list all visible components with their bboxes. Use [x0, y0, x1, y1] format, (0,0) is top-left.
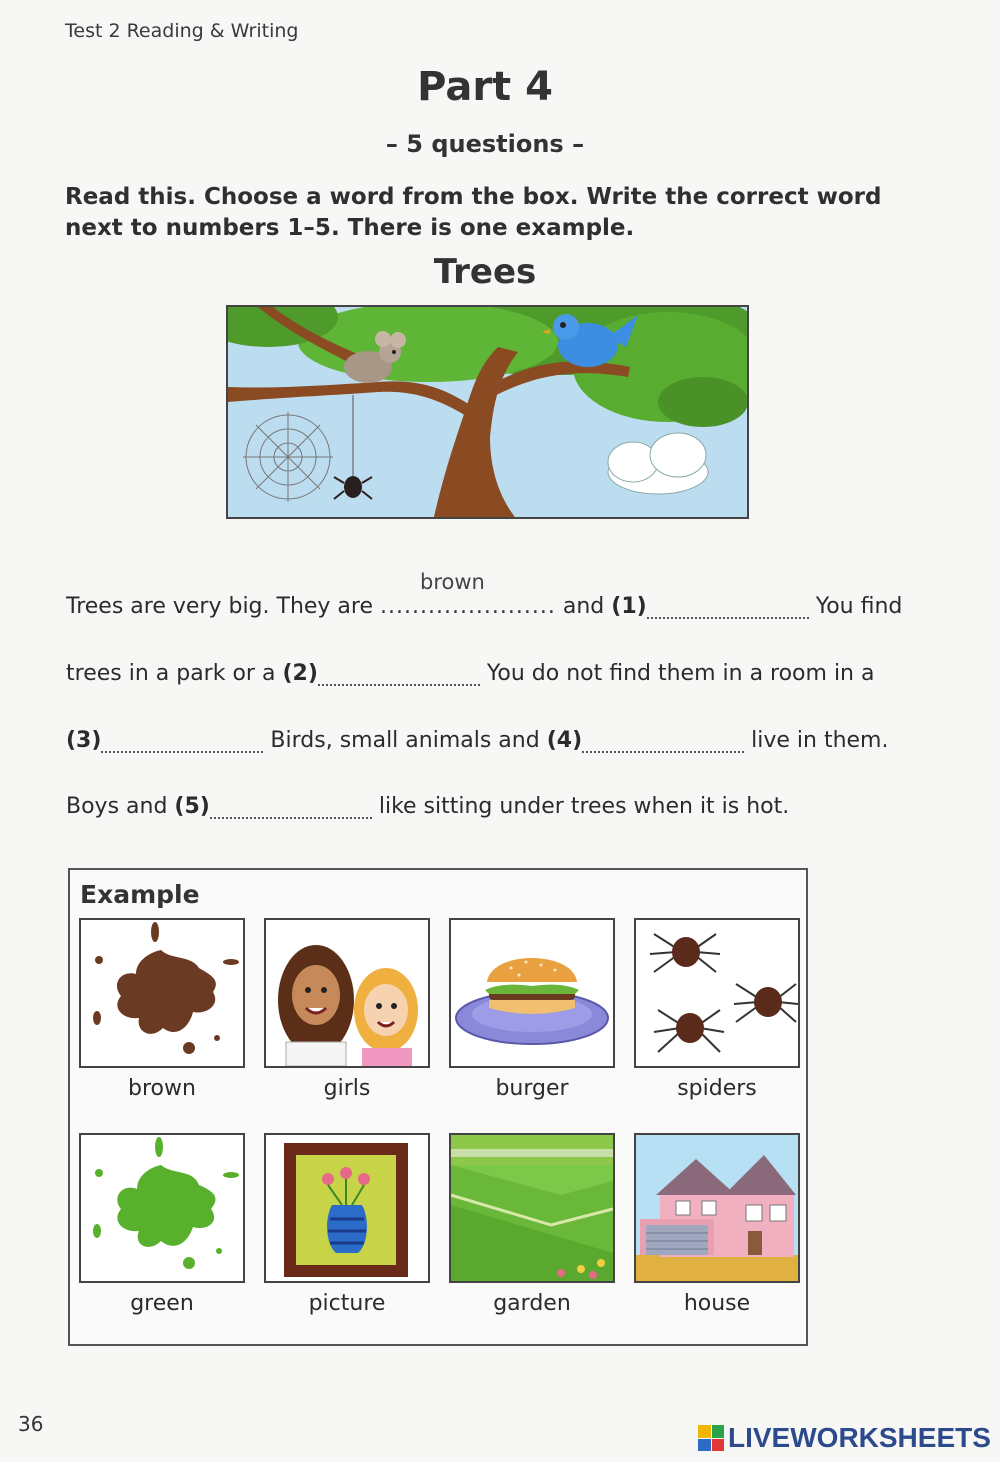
answer-input-3[interactable]	[101, 727, 263, 753]
question-number-4: (4)	[546, 728, 583, 753]
story-line-2	[66, 660, 874, 686]
question-number-1: (1)	[611, 594, 647, 619]
word-label: spiders	[677, 1076, 757, 1101]
word-label: girls	[323, 1076, 371, 1101]
word-card-girls	[264, 918, 430, 1101]
story-line-3	[66, 727, 888, 753]
word-card-house	[634, 1133, 800, 1316]
story-text: like sitting under trees when it is hot.	[378, 794, 790, 819]
word-label: garden	[493, 1291, 571, 1316]
story-line-1	[66, 570, 903, 619]
page-number: 36	[18, 1412, 44, 1436]
word-card-picture	[264, 1133, 430, 1316]
example-label: Example	[80, 880, 200, 909]
picture-image	[264, 1133, 430, 1283]
story-text: trees in a park or a	[66, 661, 276, 686]
word-card-green	[79, 1133, 245, 1316]
spiders-image	[634, 918, 800, 1068]
green-splat-image	[79, 1133, 245, 1283]
word-label: green	[130, 1291, 194, 1316]
part-subtitle: – 5 questions –	[385, 130, 585, 158]
question-number-5: (5)	[174, 794, 210, 819]
answer-input-4[interactable]	[582, 727, 744, 753]
word-card-brown	[79, 918, 245, 1101]
brand-name: LIVEWORKSHEETS	[728, 1422, 991, 1453]
story-line-4	[66, 793, 789, 819]
header-label: Test 2 Reading & Writing	[65, 20, 299, 42]
example-blank	[380, 570, 556, 619]
girls-image	[264, 918, 430, 1068]
part-title: Part 4	[417, 64, 553, 110]
story-text: Boys and	[66, 794, 168, 819]
word-label: burger	[495, 1076, 569, 1101]
word-box	[68, 868, 808, 1346]
question-number-2: (2)	[282, 661, 318, 686]
story-text: and	[562, 594, 605, 619]
answer-input-2[interactable]	[318, 660, 480, 686]
liveworksheets-icon	[698, 1425, 724, 1451]
story-text: live in them.	[751, 728, 889, 753]
example-answer: brown	[420, 570, 485, 594]
story-text: Trees are very big. They are	[66, 594, 374, 619]
burger-image	[449, 918, 615, 1068]
story-text: Birds, small animals and	[270, 728, 540, 753]
brown-splat-image	[79, 918, 245, 1068]
word-label: picture	[308, 1291, 386, 1316]
word-card-garden	[449, 1133, 615, 1316]
tree-illustration	[226, 305, 749, 519]
word-label: brown	[128, 1076, 196, 1101]
story-text: You find	[815, 594, 903, 619]
word-card-burger	[449, 918, 615, 1101]
story-title: Trees	[433, 252, 537, 292]
dotted-line: ......................	[380, 594, 556, 619]
answer-input-5[interactable]	[210, 793, 372, 819]
house-image	[634, 1133, 800, 1283]
brand-logo[interactable]	[698, 1422, 991, 1454]
question-number-3: (3)	[66, 728, 102, 753]
word-label: house	[683, 1291, 751, 1316]
garden-image	[449, 1133, 615, 1283]
word-card-spiders	[634, 918, 800, 1101]
answer-input-1[interactable]	[647, 593, 809, 619]
instructions: Read this. Choose a word from the box. Write the correct word next to numbers 1–5. There is one example.	[65, 184, 882, 241]
story-text: You do not find them in a room in a	[486, 661, 875, 686]
